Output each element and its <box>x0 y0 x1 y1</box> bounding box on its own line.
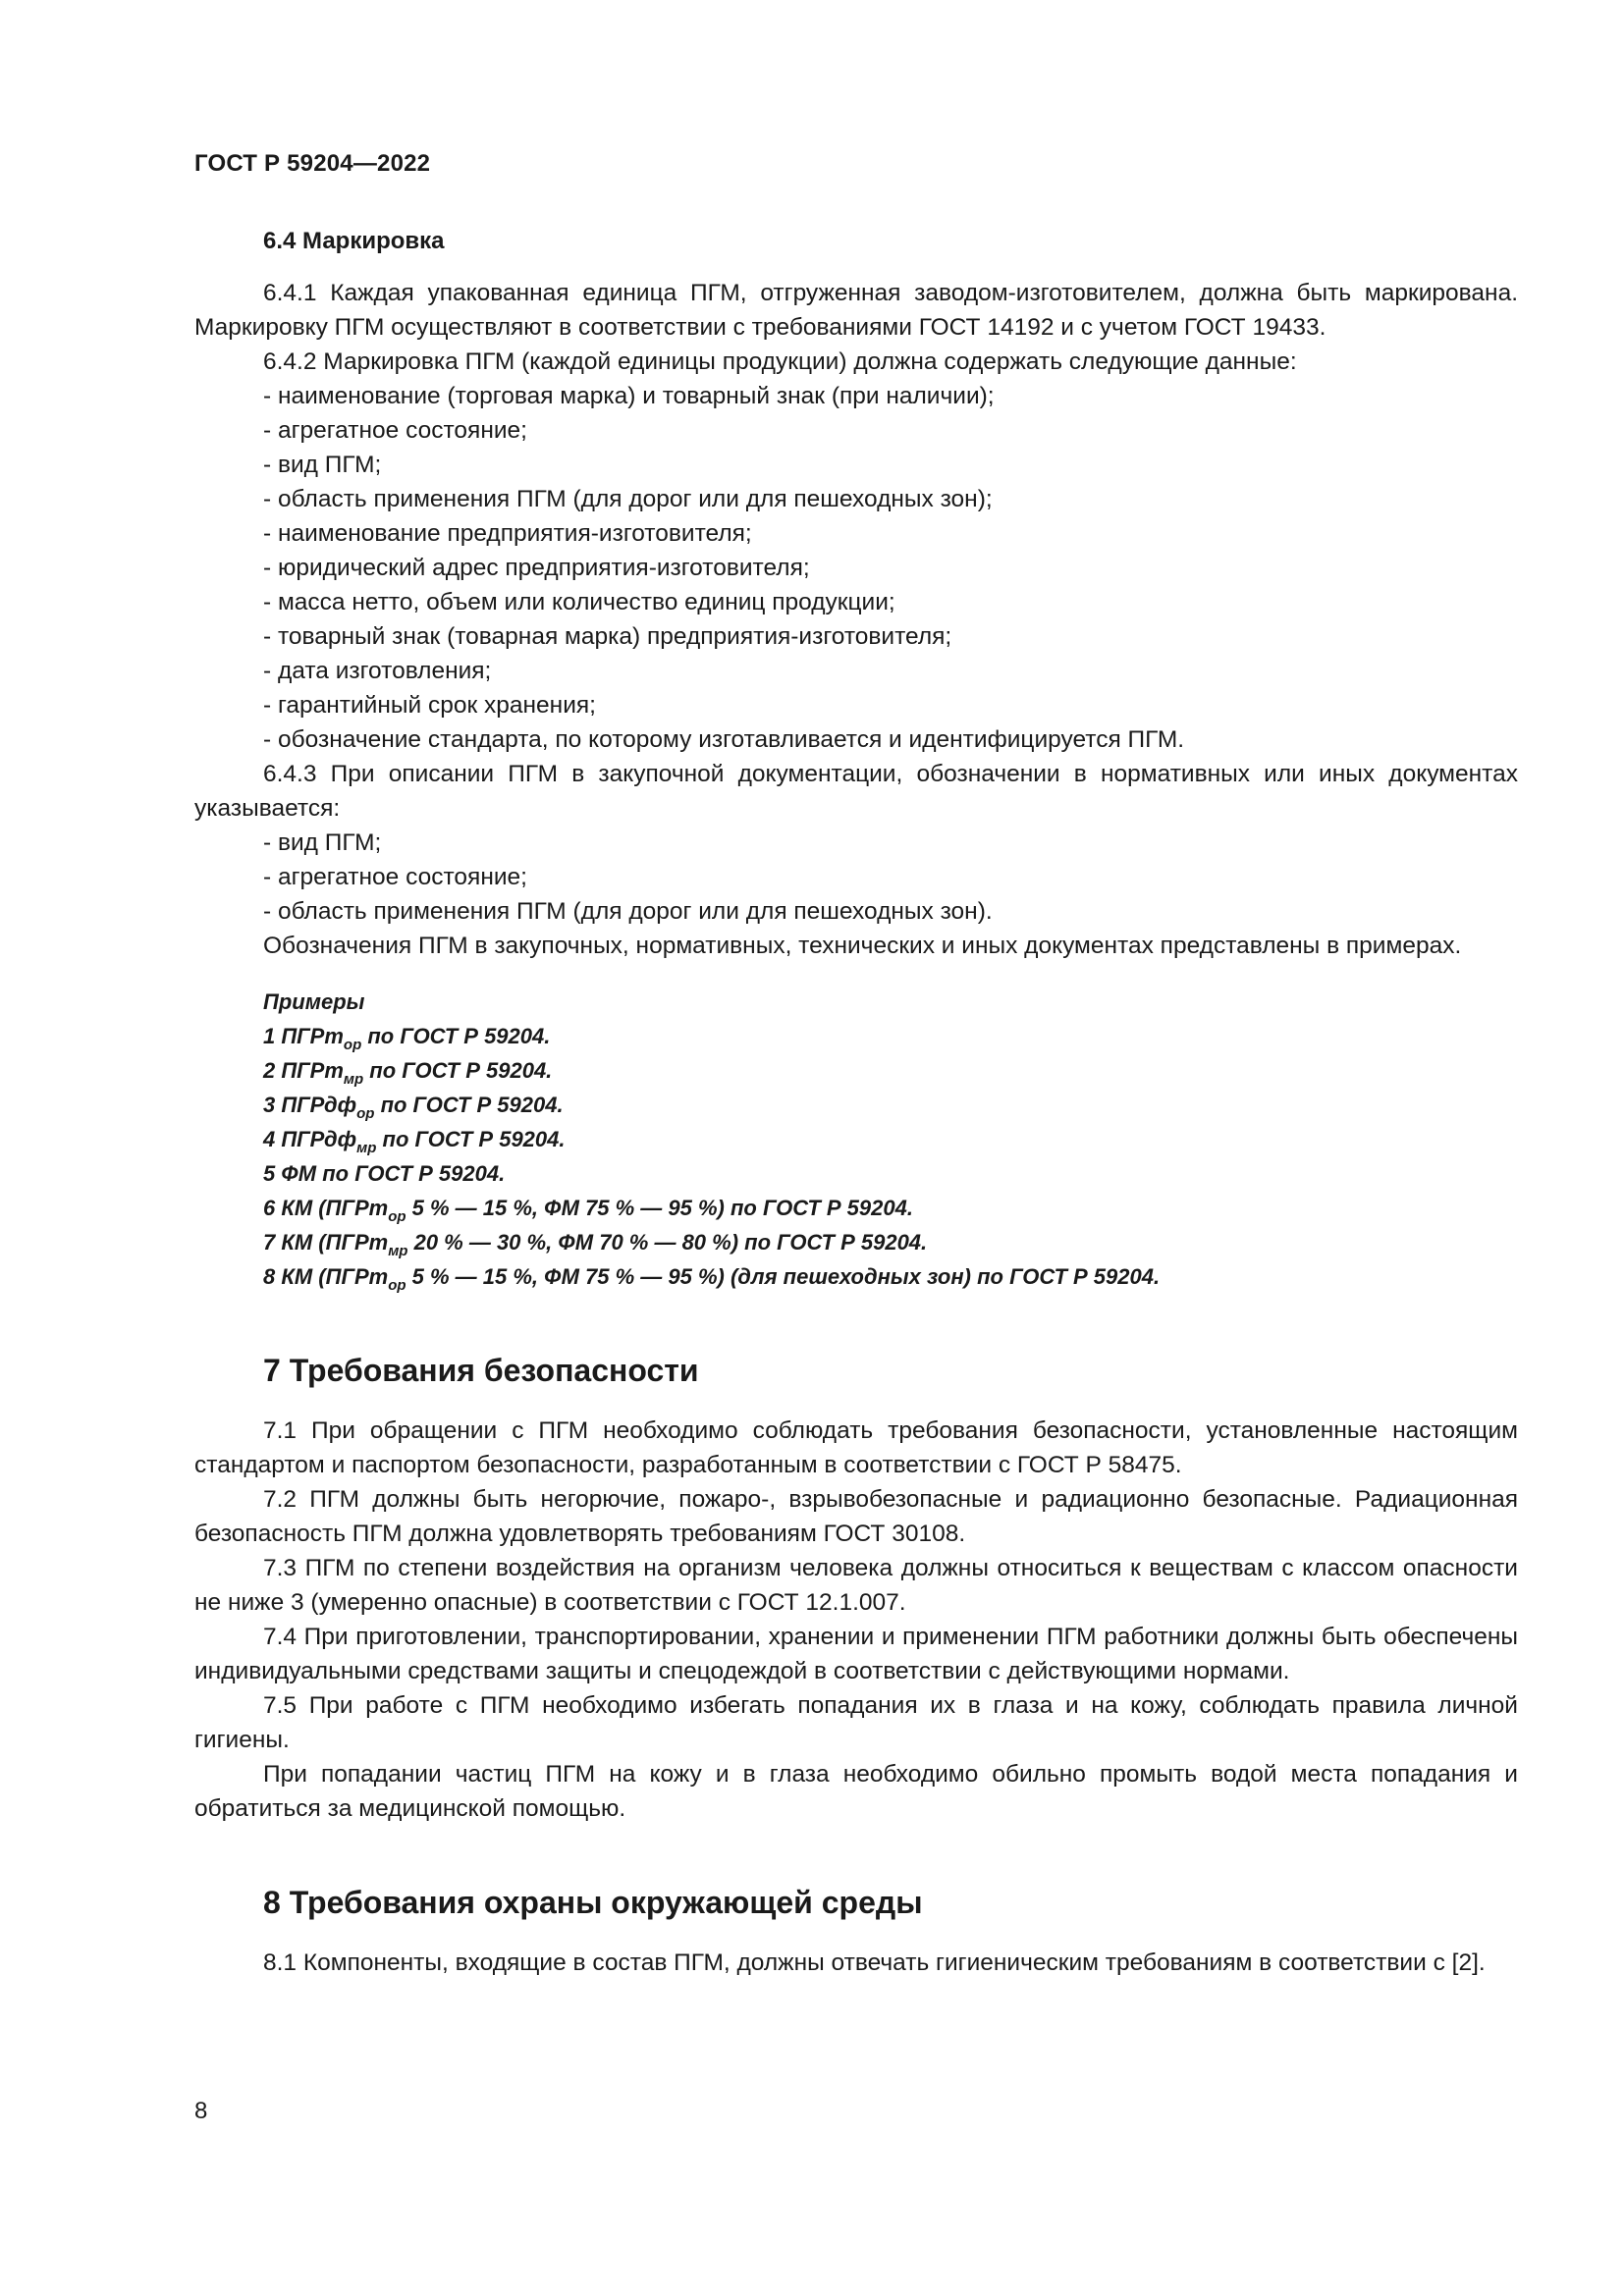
paragraph-8-1: 8.1 Компоненты, входящие в состав ПГМ, должны отвечать гигиеническим требованиям в соответствии с [2]. <box>263 1949 1486 1976</box>
example-item: 2 ПГРт$_{мр}$ по ГОСТ Р 59204. <box>263 1058 553 1088</box>
paragraph-7-5: 7.5 При работе с ПГМ необходимо избегать попадания их в глаза и на кожу, соблюдать правила личной гигиены. <box>194 1692 1518 1753</box>
example-item: 3 ПГРдф$_{ор}$ по ГОСТ Р 59204. <box>263 1093 564 1122</box>
paragraph-6-4-2: 6.4.2 Маркировка ПГМ (каждой единицы продукции) должна содержать следующие данные: <box>263 348 1297 375</box>
list-item: - дата изготовления; <box>263 658 492 684</box>
example-item: 5 ФМ по ГОСТ Р 59204. <box>263 1161 506 1186</box>
page-number: 8 <box>194 2098 208 2124</box>
paragraph-designations: Обозначения ПГМ в закупочных, нормативных, технических и иных документах представлены в примерах. <box>263 933 1462 959</box>
list-item: - масса нетто, объем или количество единиц продукции; <box>263 589 895 615</box>
page-content <box>194 224 1518 1980</box>
list-item: - агрегатное состояние; <box>263 417 527 444</box>
list-item: - гарантийный срок хранения; <box>263 692 596 719</box>
paragraph-7-4: 7.4 При приготовлении, транспортировании, хранении и применении ПГМ работники должны быть обеспечены индивидуальными средствами защиты и спецодеждой в соответствии с действующими нормами. <box>194 1624 1518 1684</box>
list-item: - агрегатное состояние; <box>263 864 527 890</box>
paragraph-6-4-1: 6.4.1 Каждая упакованная единица ПГМ, отгруженная заводом-изготовителем, должна быть маркирована. Маркировку ПГМ осуществляют в соответствии с требованиями ГОСТ 14192 и с учетом ГОСТ 19433. <box>194 280 1518 341</box>
paragraph-7-1: 7.1 При обращении с ПГМ необходимо соблюдать требования безопасности, установленные настоящим стандартом и паспортом безопасности, разработанным в соответствии с ГОСТ Р 58475. <box>194 1417 1518 1478</box>
example-item: 6 КМ (ПГРт$_{ор}$ 5 % — 15 %, ФМ 75 % — 95 %) по ГОСТ Р 59204. <box>263 1196 913 1225</box>
example-item: 1 ПГРт$_{ор}$ по ГОСТ Р 59204. <box>263 1024 551 1053</box>
list-item: - область применения ПГМ (для дорог или для пешеходных зон). <box>263 898 993 925</box>
example-item: 7 КМ (ПГРт$_{мр}$ 20 % — 30 %, ФМ 70 % — 80 %) по ГОСТ Р 59204. <box>263 1230 928 1259</box>
marking-list <box>194 379 1518 757</box>
list-item: - вид ПГМ; <box>263 829 382 856</box>
section-6-4-title: 6.4 Маркировка <box>263 228 445 254</box>
list-item: - юридический адрес предприятия-изготовителя; <box>263 555 810 581</box>
list-item: - наименование (торговая марка) и товарный знак (при наличии); <box>263 383 995 409</box>
section-7-title: 7 Требования безопасности <box>263 1353 699 1388</box>
list-item: - вид ПГМ; <box>263 452 382 478</box>
section-8-title: 8 Требования охраны окружающей среды <box>263 1885 923 1920</box>
examples-title: Примеры <box>263 989 365 1014</box>
paragraph-7-3: 7.3 ПГМ по степени воздействия на организм человека должны относиться к веществам с классом опасности не ниже 3 (умеренно опасные) в соответствии с ГОСТ 12.1.007. <box>194 1555 1518 1616</box>
example-item: 4 ПГРдф$_{мр}$ по ГОСТ Р 59204. <box>263 1127 566 1156</box>
list-item: - наименование предприятия-изготовителя; <box>263 520 752 547</box>
description-list <box>194 826 1518 929</box>
examples-block <box>194 985 1518 1294</box>
list-item: - область применения ПГМ (для дорог или для пешеходных зон); <box>263 486 993 512</box>
paragraph-7-5-note: При попадании частиц ПГМ на кожу и в глаза необходимо обильно промыть водой места попадания и обратиться за медицинской помощью. <box>194 1761 1518 1822</box>
document-header: ГОСТ Р 59204—2022 <box>194 150 431 177</box>
example-item: 8 КМ (ПГРт$_{ор}$ 5 % — 15 %, ФМ 75 % — 95 %) (для пешеходных зон) по ГОСТ Р 59204. <box>263 1264 1161 1294</box>
list-item: - товарный знак (товарная марка) предприятия-изготовителя; <box>263 623 952 650</box>
list-item: - обозначение стандарта, по которому изготавливается и идентифицируется ПГМ. <box>263 726 1185 753</box>
paragraph-7-2: 7.2 ПГМ должны быть негорючие, пожаро-, взрывобезопасные и радиационно безопасные. Радиационная безопасность ПГМ должна удовлетворять требованиям ГОСТ 30108. <box>194 1486 1518 1547</box>
paragraph-6-4-3: 6.4.3 При описании ПГМ в закупочной документации, обозначении в нормативных или иных документах указывается: <box>194 761 1518 822</box>
